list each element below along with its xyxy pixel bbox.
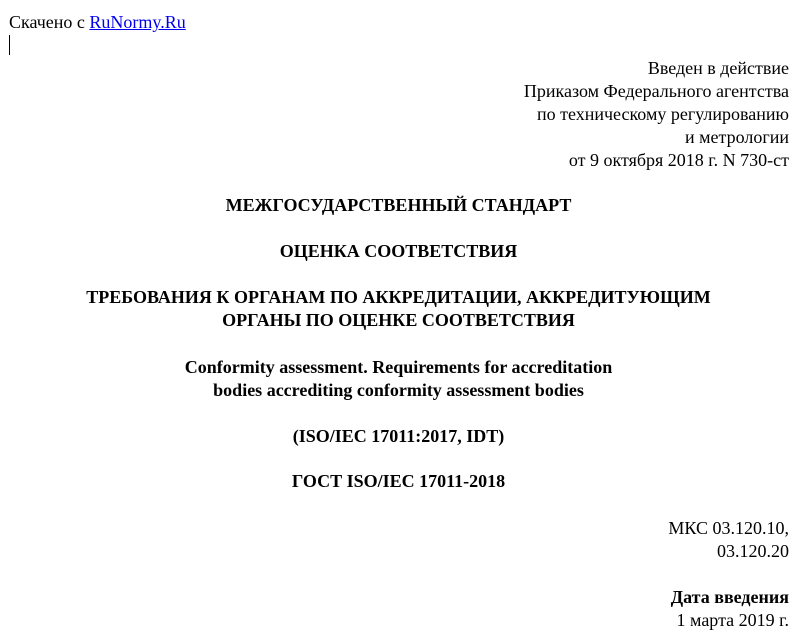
enactment-line: от 9 октября 2018 г. N 730-ст [568,150,789,170]
enactment-line: по техническому регулированию [536,104,789,124]
classification-block [668,517,789,563]
enactment-line: Введен в действие [647,58,789,78]
standard-designation [0,470,797,493]
standard-type-text: МЕЖГОСУДАРСТВЕННЫЙ СТАНДАРТ [225,195,572,215]
introduction-block [671,586,789,632]
classification-line: 03.120.20 [717,541,789,561]
title-ru-line: ОРГАНЫ ПО ОЦЕНКЕ СООТВЕТСТВИЯ [222,310,575,330]
title-en-line: bodies accrediting conformity assessment bodies [213,380,584,400]
enactment-line: и метрологии [685,127,789,147]
title-ru [0,286,797,332]
standard-subject [0,240,797,263]
enactment-line: Приказом Федерального агентства [523,81,789,101]
introduction-date: 1 марта 2019 г. [676,610,789,630]
source-prefix: Скачено с [9,12,90,32]
iso-reference [0,425,797,448]
text-cursor [9,35,10,55]
source-line [9,11,186,34]
classification-line: МКС 03.120.10, [668,518,789,538]
standard-type [0,194,797,217]
standard-subject-text: ОЦЕНКА СООТВЕТСТВИЯ [279,241,518,261]
title-ru-line: ТРЕБОВАНИЯ К ОРГАНАМ ПО АККРЕДИТАЦИИ, АККРЕДИТУЮЩИМ [86,287,711,307]
iso-reference-text: (ISO/IEC 17011:2017, IDT) [292,426,505,446]
introduction-label: Дата введения [670,587,789,607]
enactment-block [524,57,789,172]
source-link[interactable]: RuNormy.Ru [89,12,186,32]
standard-designation-text: ГОСТ ISO/IEC 17011-2018 [291,471,506,491]
title-en-line: Conformity assessment. Requirements for accreditation [184,357,613,377]
title-en [0,356,797,402]
